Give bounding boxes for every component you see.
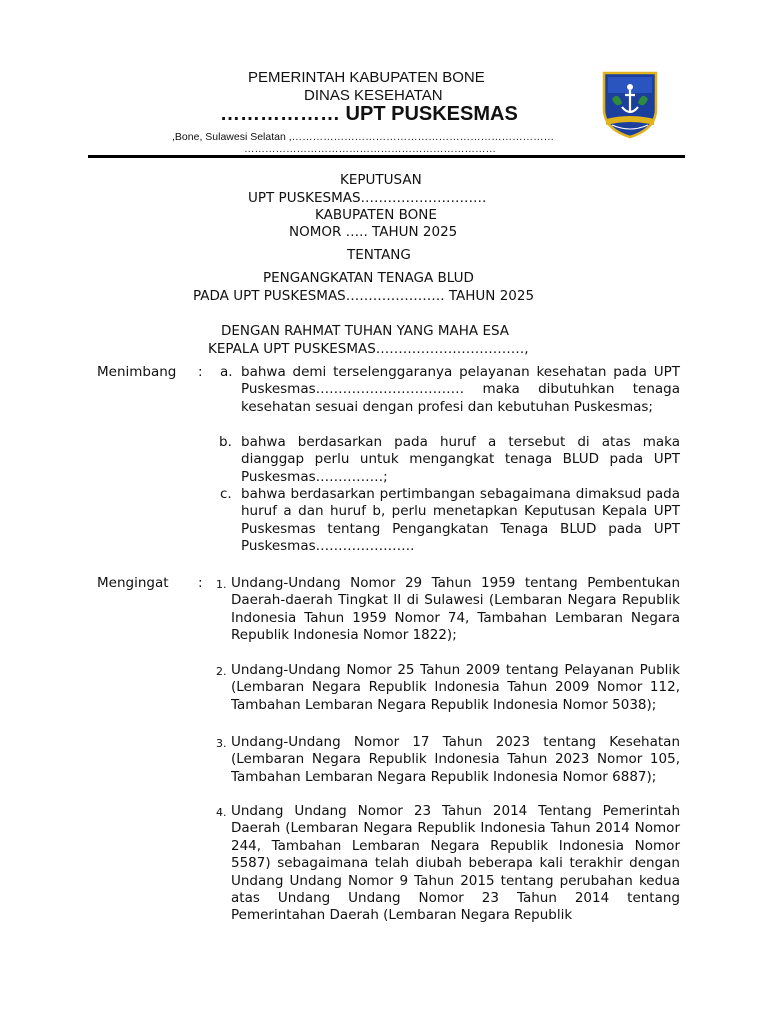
issuer-unit: UPT PUSKESMAS………………………. [248,190,487,206]
subject-line2: PADA UPT PUSKESMAS…………………. TAHUN 2025 [193,288,535,304]
mengingat-item-4: Undang Undang Nomor 23 Tahun 2014 Tentang Pemerintah Daerah (Lembaran Negara Republik Indonesia Tahun 2014 Nomor 244, Tambahan Lembaran Negara Republik Indonesia Nomor 5587) sebagaimana telah diubah beberapa kali terakhir dengan Undang Undang Nomor 9 Tahun 2015 tentang perubahan kedua atas Undang Undang Nomor 23 Tahun 2014 tentang Pemerintahan Daerah (Lembaran Negara Republik [231,803,680,924]
mengingat-label: Mengingat [97,575,169,591]
about-heading: TENTANG [347,247,411,263]
letterhead-department: DINAS KESEHATAN [304,87,443,104]
menimbang-label: Menimbang [97,364,177,380]
menimbang-item-c: bahwa berdasarkan pertimbangan sebagaimana dimaksud pada huruf a dan huruf b, perlu menetapkan Keputusan Kepala UPT Puskesmas tentang Pengangkatan Tenaga BLUD pada UPT Puskesmas…………………. [241,486,680,555]
menimbang-marker-c: c. [220,486,232,502]
subject-line1: PENGANGKATAN TENAGA BLUD [263,270,474,286]
mengingat-item-3: Undang-Undang Nomor 17 Tahun 2023 tentang Kesehatan (Lembaran Negara Republik Indonesia Tahun 2023 Nomor 105, Tambahan Lembaran Negara Republik Indonesia Nomor 6887); [231,734,680,785]
signatory-heading: KEPALA UPT PUSKESMAS……………………………, [208,341,529,357]
menimbang-marker-a: a. [220,364,233,380]
mengingat-marker-1: 1. [216,578,227,591]
mengingat-colon: : [198,575,203,591]
issuer-regency: KABUPATEN BONE [315,207,437,223]
menimbang-colon: : [198,364,203,380]
invocation: DENGAN RAHMAT TUHAN YANG MAHA ESA [221,323,510,339]
mengingat-marker-4: 4. [216,806,227,819]
menimbang-marker-b: b. [219,434,232,450]
letterhead-address-line2: ……………………………………………………………… [244,143,496,155]
menimbang-item-a: bahwa demi terselenggaranya pelayanan kesehatan pada UPT Puskesmas…………………………… maka dibutuhkan tenaga kesehatan sesuai dengan profesi dan kebutuhan Puskesmas; [241,364,680,415]
regency-emblem-icon [598,69,662,139]
letterhead-divider [88,155,685,158]
mengingat-marker-2: 2. [216,665,227,678]
mengingat-item-1: Undang-Undang Nomor 29 Tahun 1959 tentang Pembentukan Daerah-daerah Tingkat II di Sulawesi (Lembaran Negara Republik Indonesia Tahun 1959 Nomor 74, Tambahan Lembaran Negara Republik Indonesia Nomor 1822); [231,575,680,644]
decree-number: NOMOR ….. TAHUN 2025 [289,224,458,240]
mengingat-item-2: Undang-Undang Nomor 25 Tahun 2009 tentang Pelayanan Publik (Lembaran Negara Republik Indonesia Tahun 2009 Nomor 112, Tambahan Lembaran Negara Republik Indonesia Nomor 5038); [231,662,680,713]
menimbang-item-b: bahwa berdasarkan pada huruf a tersebut di atas maka dianggap perlu untuk mengangkat tenaga BLUD pada UPT Puskesmas……………; [241,434,680,485]
doc-type: KEPUTUSAN [340,172,422,188]
letterhead-government: PEMERINTAH KABUPATEN BONE [248,69,485,86]
letterhead-unit: ……………… UPT PUSKESMAS [220,103,518,125]
letterhead-address: ,Bone, Sulawesi Selatan ,………………………………………………………………… [172,131,555,143]
mengingat-marker-3: 3. [216,737,227,750]
